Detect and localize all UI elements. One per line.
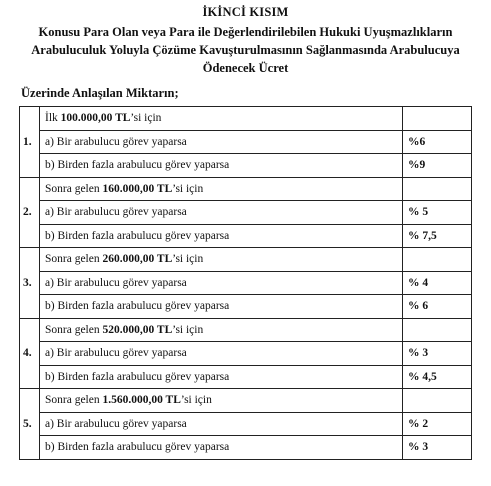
tier-header-row bbox=[20, 389, 472, 413]
option-label: a) Bir arabulucu görev yaparsa bbox=[40, 271, 403, 295]
rate-cell: % 7,5 bbox=[403, 224, 472, 248]
option-label: a) Bir arabulucu görev yaparsa bbox=[40, 412, 403, 436]
rate-cell: % 4,5 bbox=[403, 365, 472, 389]
option-label: b) Birden fazla arabulucu görev yaparsa bbox=[40, 436, 403, 460]
heading-line: Konusu Para Olan veya Para ile Değerlendirilebilen Hukuki Uyuşmazlıkların bbox=[38, 25, 453, 39]
tier-option-row bbox=[20, 201, 472, 225]
fee-table bbox=[19, 106, 472, 460]
rate-cell: % 2 bbox=[403, 412, 472, 436]
rate-cell: % 5 bbox=[403, 201, 472, 225]
rate-cell: % 3 bbox=[403, 436, 472, 460]
tier-option-row bbox=[20, 342, 472, 366]
tier-number: 3. bbox=[20, 248, 40, 319]
tier-suffix: ’si için bbox=[172, 323, 204, 336]
tier-header-row bbox=[20, 177, 472, 201]
tier-prefix: Sonra gelen bbox=[45, 182, 103, 195]
tier-option-row bbox=[20, 154, 472, 178]
tier-suffix: ’si için bbox=[130, 112, 162, 125]
option-label: b) Birden fazla arabulucu görev yaparsa bbox=[40, 224, 403, 248]
tier-header-row bbox=[20, 318, 472, 342]
tier-amount: 100.000,00 TL bbox=[60, 112, 131, 125]
tier-header-row bbox=[20, 248, 472, 272]
tier-suffix: ’si için bbox=[172, 253, 204, 266]
tier-number: 1. bbox=[20, 107, 40, 178]
rate-cell: % 4 bbox=[403, 271, 472, 295]
tier-amount: 160.000,00 TL bbox=[102, 182, 173, 195]
option-label: b) Birden fazla arabulucu görev yaparsa bbox=[40, 365, 403, 389]
rate-cell-empty bbox=[403, 248, 472, 272]
rate-cell-empty bbox=[403, 389, 472, 413]
tier-amount: 1.560.000,00 TL bbox=[102, 394, 181, 407]
heading-line: Ödenecek Ücret bbox=[202, 61, 289, 75]
option-label: a) Bir arabulucu görev yaparsa bbox=[40, 342, 403, 366]
tier-description bbox=[40, 318, 403, 342]
tier-header-row bbox=[20, 107, 472, 131]
tier-option-row bbox=[20, 295, 472, 319]
tier-suffix: ’si için bbox=[172, 182, 204, 195]
tier-description bbox=[40, 389, 403, 413]
tier-amount: 260.000,00 TL bbox=[102, 253, 173, 266]
rate-cell: % 3 bbox=[403, 342, 472, 366]
document-heading bbox=[20, 23, 471, 77]
tier-prefix: Sonra gelen bbox=[45, 323, 103, 336]
tier-number: 4. bbox=[20, 318, 40, 389]
tier-amount: 520.000,00 TL bbox=[102, 323, 173, 336]
rate-cell: % 6 bbox=[403, 295, 472, 319]
tier-prefix: İlk bbox=[45, 112, 61, 125]
rate-cell-empty bbox=[403, 318, 472, 342]
rate-cell-empty bbox=[403, 177, 472, 201]
tier-option-row bbox=[20, 271, 472, 295]
tier-number: 2. bbox=[20, 177, 40, 248]
option-label: b) Birden fazla arabulucu görev yaparsa bbox=[40, 295, 403, 319]
tier-suffix: ’si için bbox=[180, 394, 212, 407]
option-label: b) Birden fazla arabulucu görev yaparsa bbox=[40, 154, 403, 178]
tier-description bbox=[40, 107, 403, 131]
tier-option-row bbox=[20, 130, 472, 154]
heading-line: Arabuluculuk Yoluyla Çözüme Kavuşturulmasının Sağlanmasında Arabulucuya bbox=[31, 43, 460, 57]
tier-prefix: Sonra gelen bbox=[45, 253, 103, 266]
tier-description bbox=[40, 248, 403, 272]
rate-cell: %6 bbox=[403, 130, 472, 154]
tier-option-row bbox=[20, 412, 472, 436]
option-label: a) Bir arabulucu görev yaparsa bbox=[40, 130, 403, 154]
tier-prefix: Sonra gelen bbox=[45, 394, 103, 407]
section-title: İKİNCİ KISIM bbox=[202, 5, 289, 19]
option-label: a) Bir arabulucu görev yaparsa bbox=[40, 201, 403, 225]
tier-number: 5. bbox=[20, 389, 40, 460]
rate-cell-empty bbox=[403, 107, 472, 131]
tier-option-row bbox=[20, 224, 472, 248]
tier-option-row bbox=[20, 365, 472, 389]
rate-cell: %9 bbox=[403, 154, 472, 178]
subheading: Üzerinde Anlaşılan Miktarın; bbox=[21, 86, 179, 100]
tier-description bbox=[40, 177, 403, 201]
tier-option-row bbox=[20, 436, 472, 460]
